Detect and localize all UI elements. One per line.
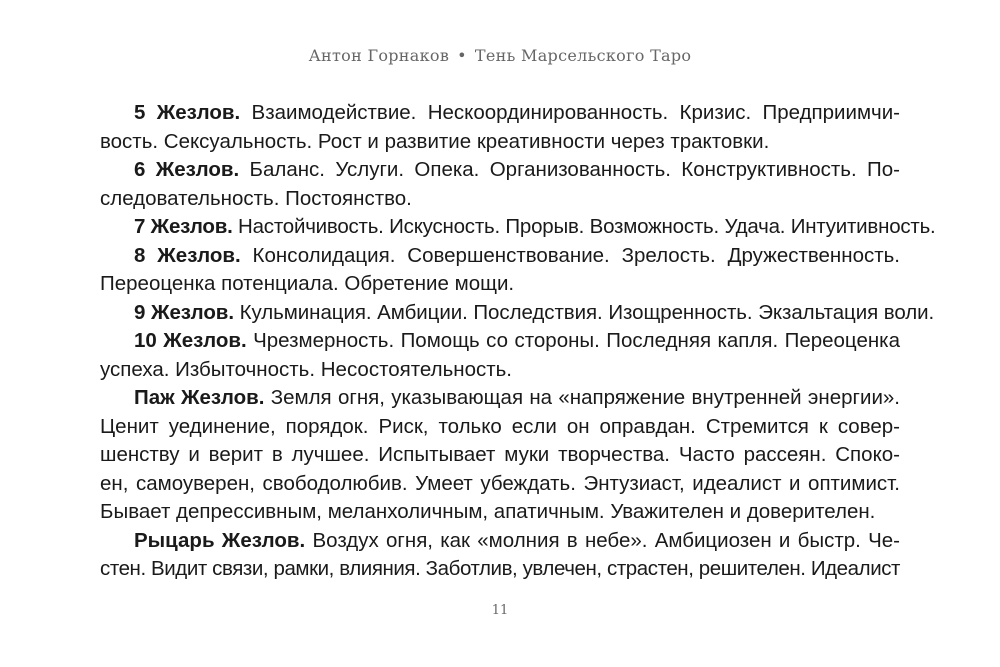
- page-number: 11: [491, 603, 509, 618]
- entry-10-wands: [100, 327, 900, 384]
- entry-text: Бывает депрессивным, меланхоличным, апатичным. Уважителен и доверителен.: [100, 500, 876, 523]
- entry-6-wands: [100, 156, 900, 213]
- entry-text: шенству и верит в лучшее. Испытывает муки творчества. Часто рассеян. Споко-: [100, 443, 900, 466]
- entry-text: Кульминация. Амбиции. Последствия. Изощренность. Экзальтация воли.: [233, 300, 935, 324]
- running-header: [0, 46, 1000, 65]
- entry-text: Взаимодействие. Нескоординированность. Кризис. Предприимчи-: [240, 101, 900, 124]
- entry-term: 8 Жезлов.: [134, 243, 241, 267]
- entry-term: 10 Жезлов.: [134, 329, 247, 352]
- entry-text: Консолидация. Совершенствование. Зрелость. Дружественность.: [240, 243, 900, 267]
- entry-text: ен, самоуверен, свободолюбив. Умеет убеждать. Энтузиаст, идеалист и оптимист.: [100, 471, 900, 495]
- entry-8-wands: [100, 242, 900, 299]
- entry-term: 7 Жезлов.: [134, 215, 233, 238]
- entry-knight-of-wands: [100, 527, 900, 584]
- entry-term: 6 Жезлов.: [134, 158, 240, 181]
- entry-term: 5 Жезлов.: [134, 101, 241, 124]
- entry-text: Настойчивость. Искусность. Прорыв. Возможность. Удача. Интуитивность.: [232, 215, 936, 238]
- entry-term: Рыцарь Жезлов.: [134, 528, 306, 552]
- entry-term: Паж Жезлов.: [134, 386, 265, 409]
- header-author: Антон Горнаков: [308, 46, 450, 65]
- entry-7-wands: [100, 213, 936, 242]
- entry-page-of-wands: [100, 384, 900, 527]
- entry-text: успеха. Избыточность. Несостоятельность.: [100, 357, 512, 381]
- entry-text: вость. Сексуальность. Рост и развитие креативности через трактовки.: [100, 129, 770, 153]
- entry-5-wands: [100, 99, 900, 156]
- entry-text: Переоценка потенциала. Обретение мощи.: [100, 272, 515, 295]
- entry-text: Земля огня, указывающая на «напряжение внутренней энергии».: [264, 386, 900, 409]
- entry-text: следовательность. Постоянство.: [100, 186, 412, 210]
- entry-text: Ценит уединение, порядок. Риск, только если он оправдан. Стремится к совер-: [100, 414, 900, 438]
- page-body: [100, 99, 936, 584]
- entry-9-wands: [100, 299, 935, 328]
- entry-text: Чрезмерность. Помощь со стороны. Последняя капля. Переоценка: [246, 329, 900, 352]
- entry-term: 9 Жезлов.: [134, 300, 234, 324]
- entry-text: Баланс. Услуги. Опека. Организованность. Конструктивность. По-: [239, 158, 900, 181]
- header-separator: •: [457, 46, 467, 65]
- entry-text: стен. Видит связи, рамки, влияния. Заботлив, увлечен, страстен, решителен. Идеалист: [100, 557, 901, 580]
- header-book-title: Тень Марсельского Таро: [474, 46, 692, 65]
- entry-text: Воздух огня, как «молния в небе». Амбициозен и быстр. Че-: [305, 528, 900, 552]
